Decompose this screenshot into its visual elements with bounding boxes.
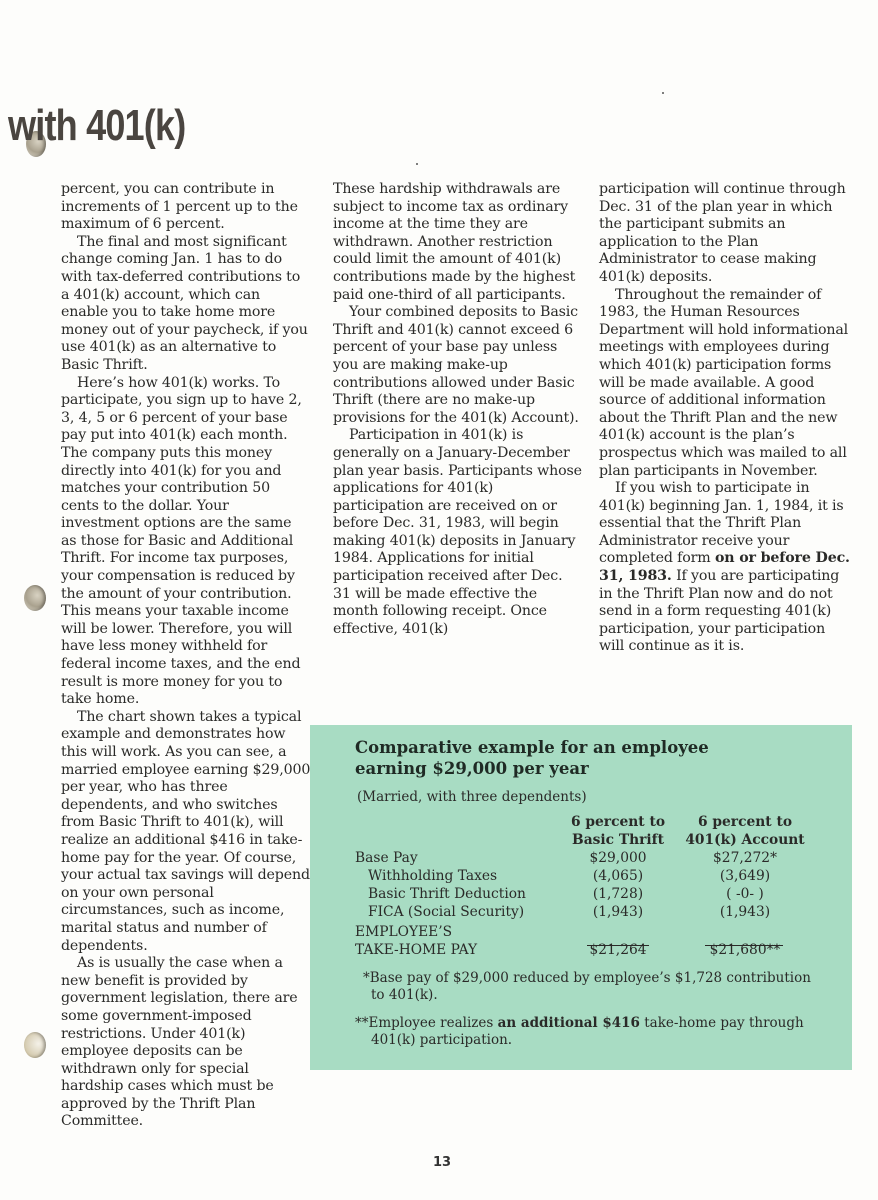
footnote-text: Base pay of $29,000 reduced by employee’s $1,728 contribution: [369, 970, 811, 986]
row-label: Basic Thrift Deduction: [368, 886, 526, 902]
cell-basic-thrift: (1,943): [592, 904, 644, 920]
table-row: [355, 849, 825, 867]
footnote-text: take-home pay through: [639, 1015, 804, 1031]
footnote-1: [363, 970, 823, 1004]
table-total-row: [355, 923, 825, 941]
text-column-1: [61, 181, 311, 1131]
paragraph: Your combined deposits to Basic Thrift and 401(k) cannot exceed 6 percent of your base pay unless you are making make-up contributions allowed under Basic Thrift (there are no make-up provisions for the 401(k) Account).: [333, 304, 579, 426]
table-row: [355, 885, 825, 903]
footnote-text: 401(k) participation.: [371, 1032, 513, 1048]
title-line: Comparative example for an employee: [355, 738, 709, 757]
column-header-401k: 401(k) Account: [685, 832, 805, 848]
footnote-text: Employee realizes: [368, 1015, 498, 1031]
total-label: EMPLOYEE’S: [355, 924, 453, 940]
column-header-401k: 6 percent to: [697, 814, 793, 830]
row-label: FICA (Social Security): [368, 904, 525, 920]
deadline-emphasis: on or before Dec. 31, 1983.: [599, 550, 850, 585]
column-header-basic-thrift: Basic Thrift: [572, 832, 664, 848]
paragraph: Here’s how 401(k) works. To participate, you sign up to have 2, 3, 4, 5 or 6 percent of your base pay put into 401(k) each month. The company puts this money directly into 401(k) for you and matches your contribution 50 cents to the dollar. Your investment options are the same as those for Basic and Additional Thrift. For income tax purposes, your compensation is reduced by the amount of your contribution. This means your taxable income will be lower. Therefore, you will have less money withheld for federal income taxes, and the end result is more money for you to take home.: [61, 374, 302, 708]
footnote-2: [355, 1015, 815, 1049]
paragraph-deadline: [599, 480, 854, 656]
paragraph: As is usually the case when a new benefit is provided by government legislation, there are some government-imposed restrictions. Under 401(k) employee deposits can be withdrawn only for special hardship cases which must be approved by the Thrift Plan Committee.: [61, 955, 298, 1130]
comparison-table: [355, 813, 825, 959]
cell-basic-thrift: (4,065): [592, 868, 644, 884]
page-number: 13: [433, 1155, 452, 1170]
footnote-mark: *: [363, 970, 370, 986]
footnote-emphasis: an additional $416: [497, 1015, 640, 1031]
table-header-row: [355, 831, 825, 849]
paragraph: These hardship withdrawals are subject to income tax as ordinary income at the time they are withdrawn. Another restriction could limit the amount of 401(k) contributions made by the highest paid one-third of all participants.: [333, 181, 576, 303]
cell-401k: (1,943): [719, 904, 771, 920]
binder-hole: [24, 585, 46, 611]
text-span: If you are participating in the Thrift Plan now and do not send in a form requesting 401(k) participation, your participation will continue as it is.: [599, 568, 840, 655]
total-label: TAKE-HOME PAY: [355, 942, 478, 958]
paragraph: Throughout the remainder of 1983, the Human Resources Department will hold informational meetings with employees during which 401(k) participation forms will be made available. A good source of additional information about the Thrift Plan and the new 401(k) account is the plan’s prospectus which was mailed to all plan participants in November.: [599, 286, 849, 479]
comparison-box: [310, 725, 852, 1070]
cell-401k: $27,272*: [713, 850, 777, 866]
table-row: [355, 867, 825, 885]
footnote-text: to 401(k).: [371, 987, 438, 1003]
footnote-mark: **: [355, 1015, 369, 1031]
binder-hole: [24, 1032, 46, 1058]
table-total-row: [355, 941, 825, 959]
table-row: [355, 903, 825, 921]
row-label: Withholding Taxes: [368, 868, 498, 884]
cell-basic-thrift: (1,728): [592, 886, 644, 902]
paragraph: The chart shown takes a typical example and demonstrates how this will work. As you can see, a married employee earning $29,000 per year, who has three dependents, and who switches from Basic Thrift to 401(k), will realize an additional $416 in take-home pay for the year. Of course, your actual tax savings will depend on your own personal circumstances, such as income, marital status and number of dependents.: [61, 708, 311, 954]
row-label: Base Pay: [355, 850, 418, 866]
comparison-subtitle: (Married, with three dependents): [357, 789, 587, 805]
text-span: If you wish to participate in 401(k) beginning Jan. 1, 1984, it is essential that the Thrift Plan Administrator receive your completed form: [599, 480, 844, 567]
table-header-row: [355, 813, 825, 831]
title-line: earning $29,000 per year: [355, 759, 589, 778]
print-speck: [416, 163, 418, 165]
print-speck: [662, 92, 664, 94]
paragraph: The final and most significant change coming Jan. 1 has to do with tax-deferred contributions to a 401(k) account, which can enable you to take home more money out of your paycheck, if you use 401(k) as an alternative to Basic Thrift.: [61, 233, 308, 373]
paragraph: participation will continue through Dec. 31 of the plan year in which the participant submits an application to the Plan Administrator to cease making 401(k) deposits.: [599, 181, 846, 285]
total-basic-thrift: $21,264: [589, 942, 647, 958]
cell-401k: ( -0- ): [726, 886, 764, 902]
text-column-2: [333, 181, 583, 638]
text-column-3: [599, 181, 854, 656]
article-headline: with 401(k): [8, 101, 186, 150]
total-401k: $21,680**: [709, 942, 781, 958]
paragraph: percent, you can contribute in increments of 1 percent up to the maximum of 6 percent.: [61, 181, 298, 233]
cell-basic-thrift: $29,000: [589, 850, 647, 866]
column-header-basic-thrift: 6 percent to: [570, 814, 666, 830]
cell-401k: (3,649): [719, 868, 771, 884]
comparison-title: [355, 737, 709, 779]
paragraph: Participation in 401(k) is generally on a January-December plan year basis. Participants whose applications for 401(k) participation are received on or before Dec. 31, 1983, will begin making 401(k) deposits in January 1984. Applications for initial participation received after Dec. 31 will be made effective the month following receipt. Once effective, 401(k): [333, 427, 582, 637]
